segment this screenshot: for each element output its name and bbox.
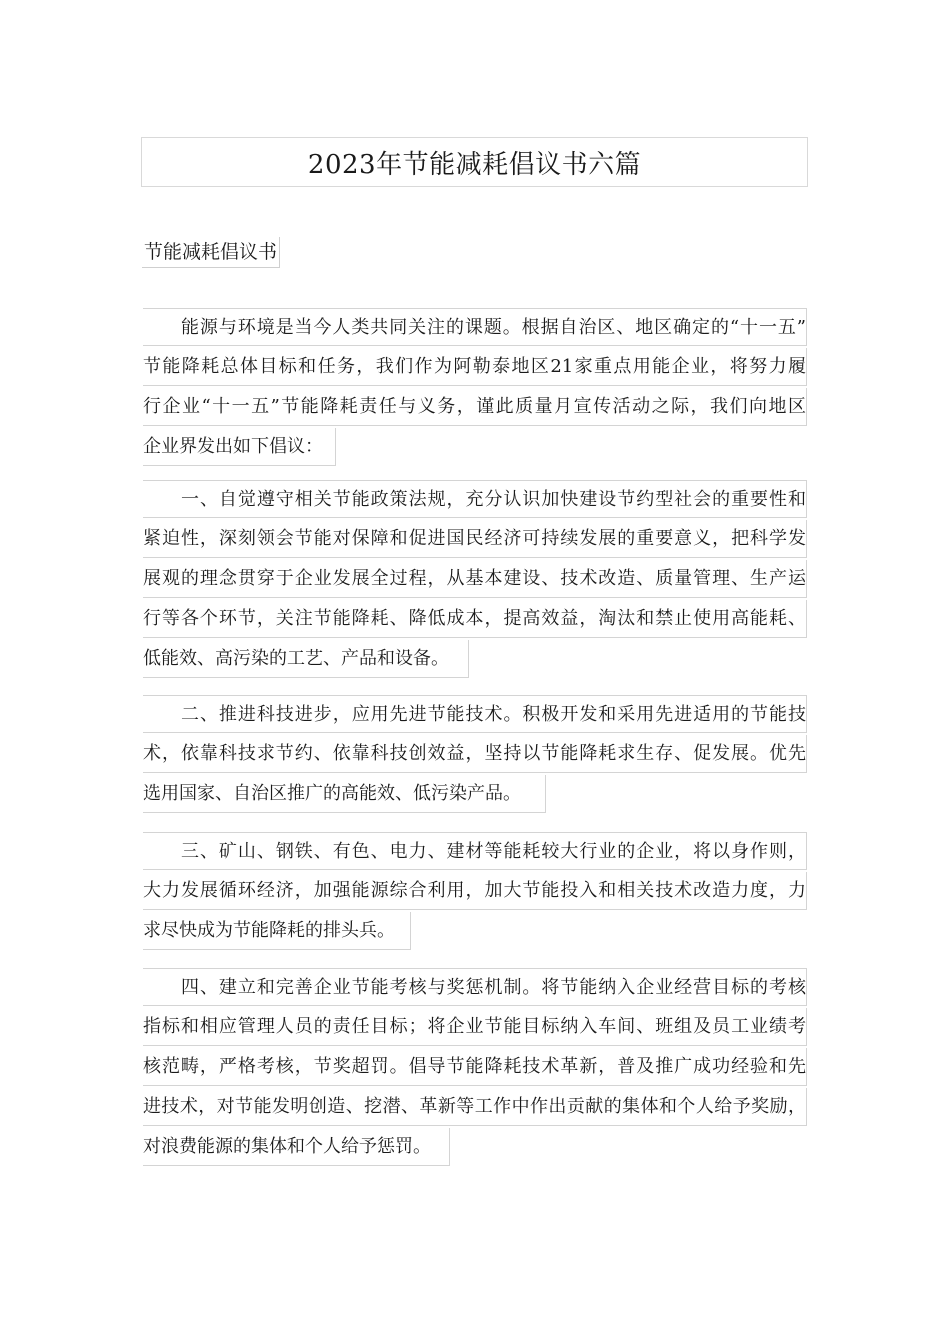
paragraph-line: 三、矿山、钢铁、有色、电力、建材等能耗较大行业的企业，将以身作则， <box>143 832 807 870</box>
paragraph-line: 企业界发出如下倡议： <box>143 428 336 466</box>
paragraph-line: 求尽快成为节能降耗的排头兵。 <box>143 912 411 950</box>
document-title: 2023年节能减耗倡议书六篇 <box>307 149 642 180</box>
paragraph-line: 行等各个环节，关注节能降耗、降低成本，提高效益，淘汰和禁止使用高能耗、 <box>143 600 807 638</box>
paragraph-line: 低能效、高污染的工艺、产品和设备。 <box>143 640 469 678</box>
paragraph-line: 紧迫性，深刻领会节能对保障和促进国民经济可持续发展的重要意义，把科学发 <box>143 520 807 558</box>
paragraph-line: 二、推进科技进步，应用先进节能技术。积极开发和采用先进适用的节能技 <box>143 695 807 733</box>
paragraph-line: 行企业“十一五”节能降耗责任与义务，谨此质量月宣传活动之际，我们向地区 <box>143 388 807 426</box>
paragraph-line: 进技术，对节能发明创造、挖潜、革新等工作中作出贡献的集体和个人给予奖励， <box>143 1088 807 1126</box>
paragraph-line: 一、自觉遵守相关节能政策法规，充分认识加快建设节约型社会的重要性和 <box>143 480 807 518</box>
paragraph-line: 指标和相应管理人员的责任目标；将企业节能目标纳入车间、班组及员工业绩考 <box>143 1008 807 1046</box>
paragraph-line: 节能降耗总体目标和任务，我们作为阿勒泰地区21家重点用能企业，将努力履 <box>143 348 807 386</box>
paragraph-line: 术，依靠科技求节约、依靠科技创效益，坚持以节能降耗求生存、促发展。优先 <box>143 735 807 773</box>
paragraph-line: 核范畴，严格考核，节奖超罚。倡导节能降耗技术革新，普及推广成功经验和先 <box>143 1048 807 1086</box>
section-heading: 节能减耗倡议书 <box>142 237 280 268</box>
paragraph-line: 展观的理念贯穿于企业发展全过程，从基本建设、技术改造、质量管理、生产运 <box>143 560 807 598</box>
paragraph-line: 对浪费能源的集体和个人给予惩罚。 <box>143 1128 450 1166</box>
paragraph-line: 能源与环境是当今人类共同关注的课题。根据自治区、地区确定的“十一五” <box>143 308 807 346</box>
paragraph-line: 四、建立和完善企业节能考核与奖惩机制。将节能纳入企业经营目标的考核 <box>143 968 807 1006</box>
paragraph-line: 大力发展循环经济，加强能源综合利用，加大节能投入和相关技术改造力度，力 <box>143 872 807 910</box>
document-title-box <box>141 137 808 187</box>
paragraph-line: 选用国家、自治区推广的高能效、低污染产品。 <box>143 775 546 813</box>
